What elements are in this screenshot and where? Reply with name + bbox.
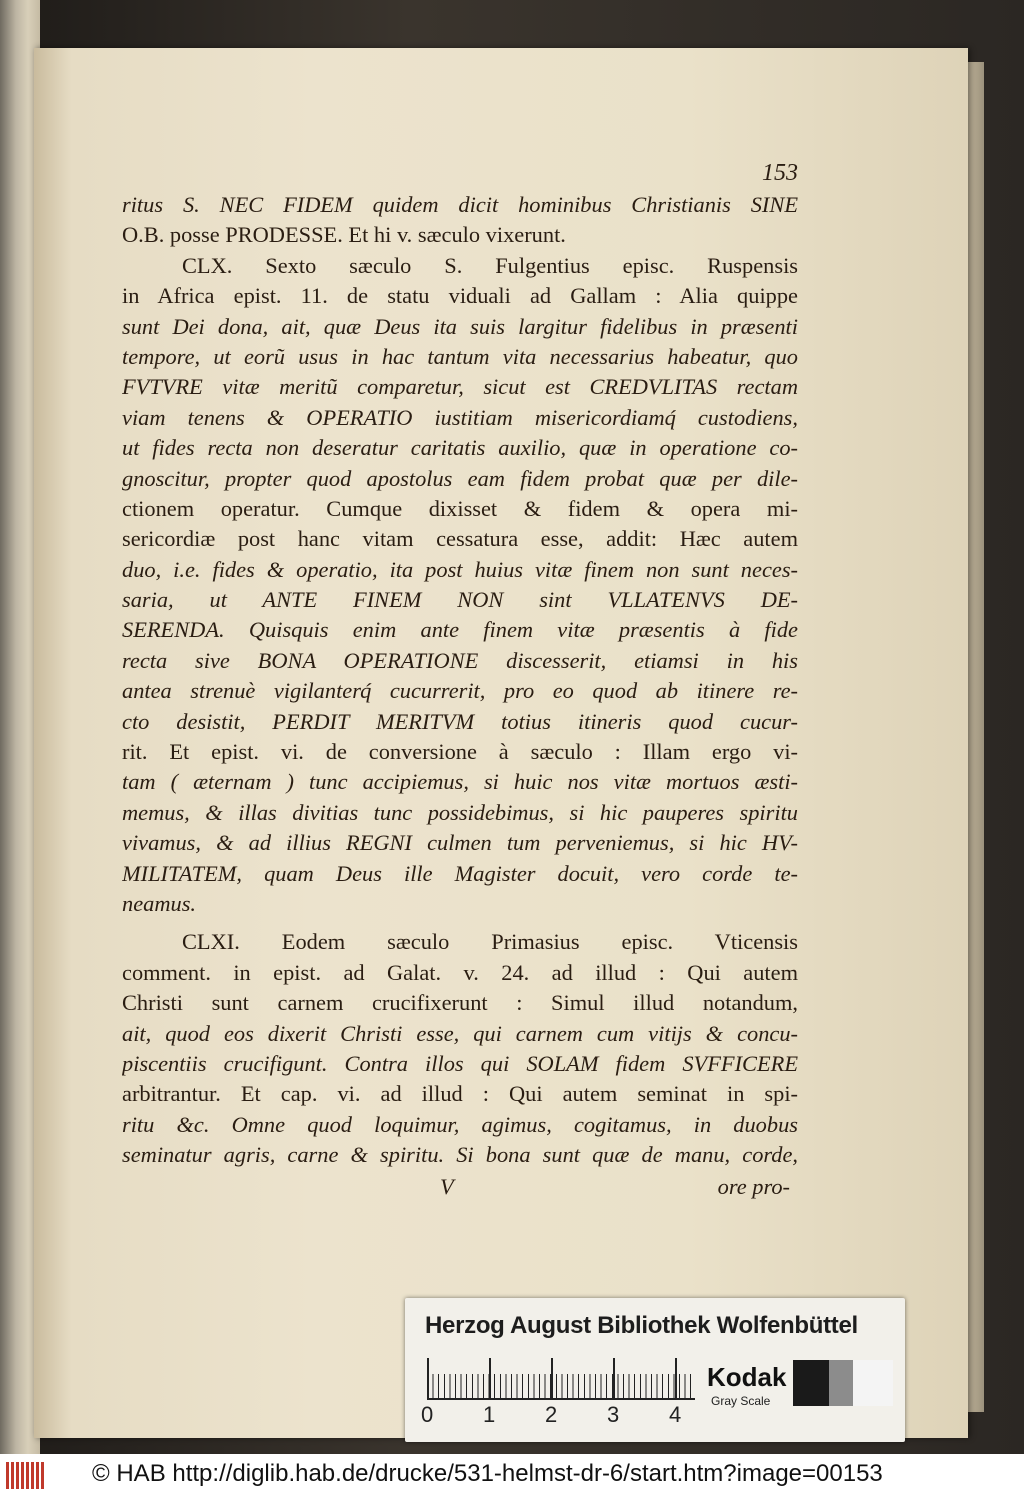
catchword: ore pro- — [717, 1173, 790, 1199]
text-line: comment. in epist. ad Galat. v. 24. ad illud : Qui autem — [122, 959, 798, 985]
text-line: neamus. — [122, 890, 197, 916]
text-line: tempore, ut eorũ usus in hac tantum vita necessarius habeatur, quo — [122, 343, 798, 369]
ruler-major-tick — [613, 1358, 615, 1398]
text-line: piscentiis crucifigunt. Contra illos qui SOLAM fidem SVFFICERE — [122, 1050, 798, 1076]
text-line: ctionem operatur. Cumque dixisset & fidem & opera mi- — [122, 495, 798, 521]
text-line: ut fides recta non deseratur caritatis auxilio, quæ in operatione co- — [122, 435, 798, 461]
gray-patch-black — [793, 1360, 829, 1406]
ruler-number: 0 — [421, 1402, 434, 1427]
book-page — [34, 48, 968, 1438]
ruler-number: 4 — [669, 1402, 682, 1427]
text-line: rit. Et epist. vi. de conversione à sæculo : Illam ergo vi- — [122, 739, 798, 765]
text-line: O.B. posse PRODESSE. Et hi v. sæculo vixerunt. — [122, 222, 566, 248]
gray-scale-label: Gray Scale — [711, 1394, 771, 1408]
text-line: ait, quod eos dixerit Christi esse, qui carnem cum vitijs & concu- — [122, 1020, 798, 1046]
page-footer-line — [122, 1171, 798, 1203]
footer-bar — [0, 1454, 1024, 1497]
ruler-number: 2 — [545, 1402, 558, 1427]
text-line: gnoscitur, propter quod apostolus eam fidem probat quæ per dile- — [122, 465, 798, 491]
text-line: vivamus, & ad illius REGNI culmen tum perveniemus, si hic HV- — [122, 830, 798, 856]
text-line: seminatur agris, carne & spiritu. Si bona sunt quæ de manu, corde, — [122, 1142, 798, 1168]
text-line: ritu &c. Omne quod loquimur, agimus, cogitamus, in duobus — [122, 1111, 798, 1137]
section-heading-line: CLX. Sexto sæculo S. Fulgentius episc. Ruspensis — [182, 252, 798, 278]
text-line: SERENDA. Quisquis enim ante finem vitæ præsentis à fide — [122, 617, 798, 643]
color-calibration-card — [405, 1298, 905, 1442]
text-line: sericordiæ post hanc vitam cessatura esse, addit: Hæc autem — [122, 526, 798, 552]
text-line: arbitrantur. Et cap. vi. ad illud : Qui autem seminat in spi- — [122, 1081, 798, 1107]
gray-patch-white — [853, 1360, 893, 1406]
text-line: tam ( æternam ) tunc accipiemus, si huic nos vitæ mortuos æsti- — [122, 769, 798, 795]
section-heading-line: CLXI. Eodem sæculo Primasius episc. Vticensis — [182, 929, 798, 955]
copyright-url-text: © HAB http://diglib.hab.de/drucke/531-helmst-dr-6/start.htm?image=00153 — [92, 1460, 883, 1487]
text-line: viam tenens & OPERATIO iustitiam misericordiamq́ custodiens, — [122, 404, 798, 430]
gray-patch-mid — [829, 1360, 853, 1406]
text-line: cto desistit, PERDIT MERITVM totius itineris quod cucur- — [122, 708, 798, 734]
text-line: memus, & illas divitias tunc possidebimus, si hic pauperes spiritu — [122, 799, 798, 825]
text-line: MILITATEM, quam Deus ille Magister docuit, vero corde te- — [122, 860, 798, 886]
ruler-number: 1 — [483, 1402, 496, 1427]
text-line: saria, ut ANTE FINEM NON sint VLLATENVS DE- — [122, 587, 798, 613]
text-line: duo, i.e. fides & operatio, ita post huius vitæ finem non sunt neces- — [122, 556, 798, 582]
page-text — [122, 160, 798, 1203]
text-line: antea strenuè vigilanterq́ cucurrerit, pro eo quod ab itinere re- — [122, 678, 798, 704]
ruler-major-tick — [675, 1358, 677, 1398]
text-line: FVTVRE vitæ meritũ comparetur, sicut est CREDVLITAS rectam — [122, 374, 798, 400]
signature-mark: V — [440, 1173, 454, 1199]
text-line: sunt Dei dona, ait, quæ Deus ita suis largitur fidelibus in præsenti — [122, 313, 798, 339]
ruler-major-tick — [551, 1358, 553, 1398]
page-number: 153 — [762, 160, 798, 186]
kodak-logo: Kodak — [707, 1362, 787, 1392]
library-name: Herzog August Bibliothek Wolfenbüttel — [425, 1312, 858, 1339]
ruler-major-tick — [427, 1358, 429, 1398]
text-line: Christi sunt carnem crucifixerunt : Simul illud notandum, — [122, 990, 798, 1016]
text-line: recta sive BONA OPERATIONE discesserit, etiamsi in his — [122, 647, 798, 673]
scale-ruler — [427, 1360, 695, 1400]
ruler-major-tick — [489, 1358, 491, 1398]
text-line: ritus S. NEC FIDEM quidem dicit hominibus Christianis SINE — [122, 192, 798, 217]
ruler-number: 3 — [607, 1402, 620, 1427]
barcode-icon — [6, 1462, 44, 1489]
text-line: in Africa epist. 11. de statu viduali ad Gallam : Alia quippe — [122, 283, 798, 309]
